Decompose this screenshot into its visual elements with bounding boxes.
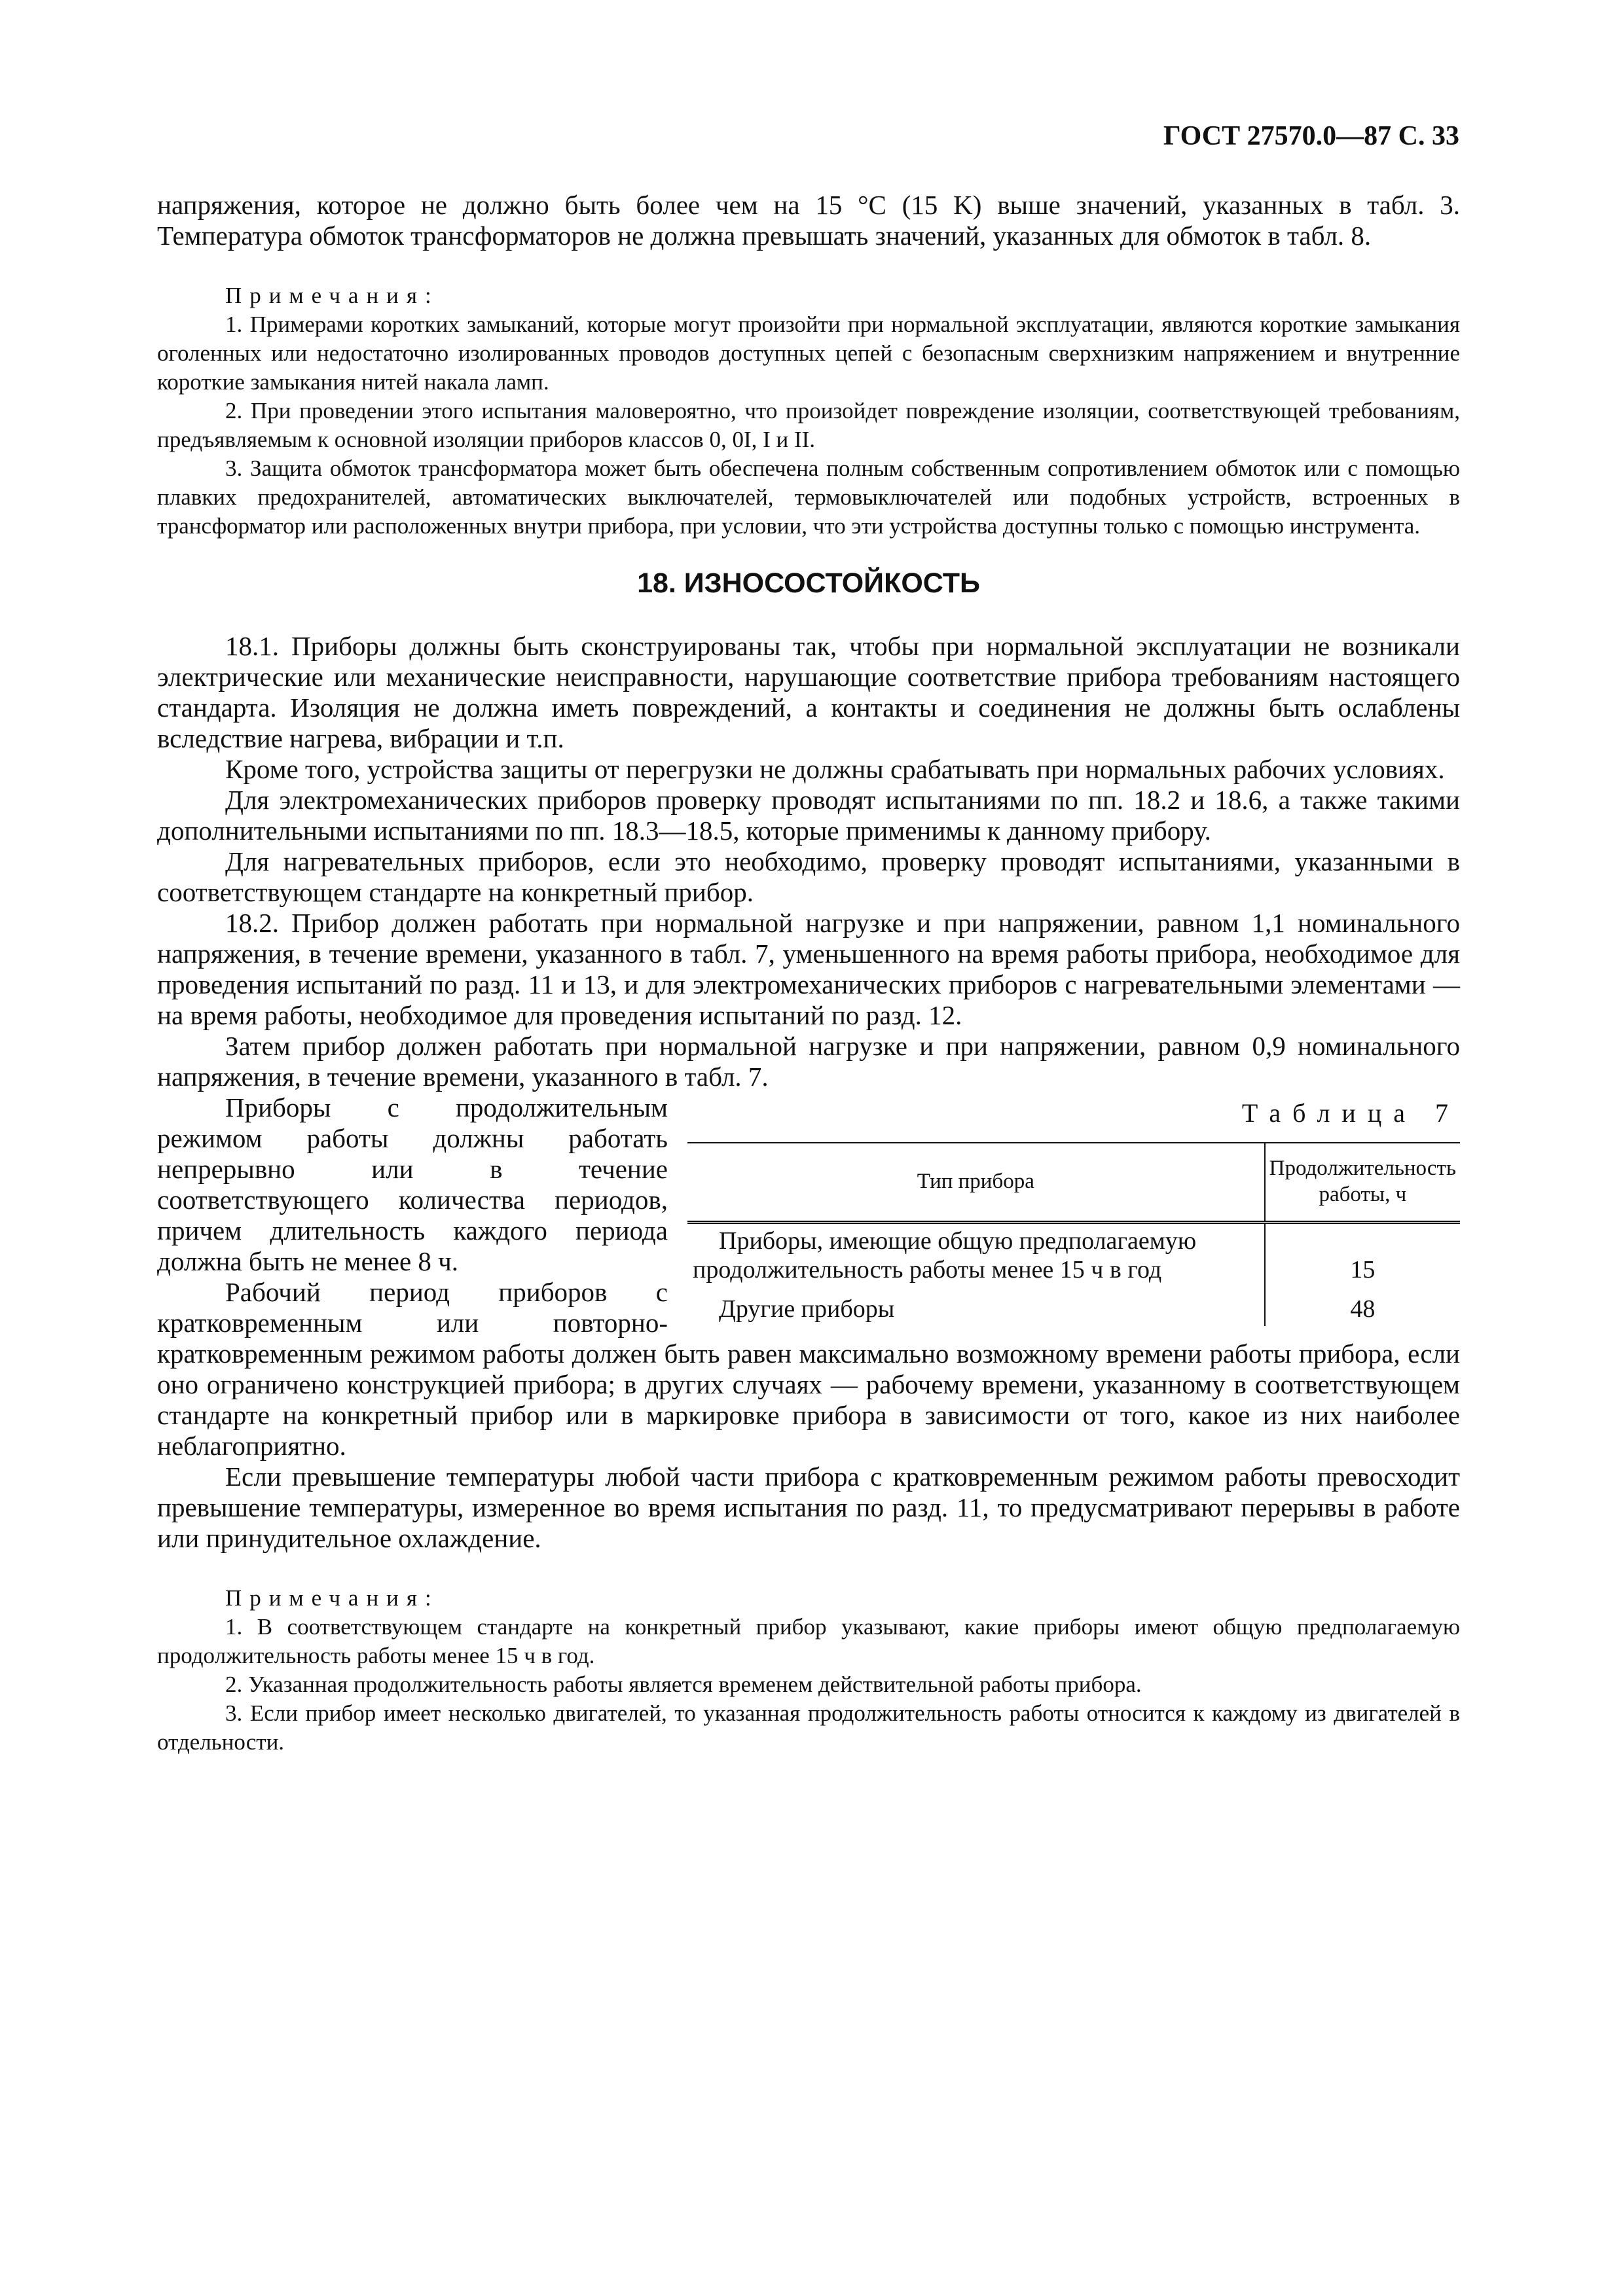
note-2-3: 3. Если прибор имеет несколько двигателей, то указанная продолжительность работы относится к каждому из двигателей в отдельности.	[157, 1700, 1460, 1755]
notes-heading-1: Примечания:	[225, 283, 439, 308]
paragraph-continuous: Приборы с продолжительным режимом работы должны работать непрерывно или в течение соответствующего количества периодов, причем длительность каждого периода должна быть не менее 8 ч.	[157, 1092, 668, 1276]
table-cell-type: Приборы, имеющие общую предполагаемую продолжительность работы менее 15 ч в год	[687, 1223, 1265, 1287]
table-label: Таблица 7	[1241, 1098, 1460, 1128]
table-cell-hours: 15	[1350, 1256, 1376, 1283]
document-body	[157, 190, 1460, 1757]
note-1-2: 2. При проведении этого испытания маловероятно, что произойдет повреждение изоляции, соответствующей требованиям, предъявляемым к основной изоляции приборов классов 0, 0I, I и II.	[157, 398, 1460, 452]
table-row	[687, 1287, 1460, 1326]
table-cell-hours: 48	[1350, 1295, 1376, 1323]
table-7	[687, 1142, 1460, 1326]
paragraph-work-period: Рабочий период приборов с кратковременным или повторно-кратковременным режимом работы должен быть равен максимально возможному времени работы прибора, если оно ограничено конструкцией прибора; в других случаях — рабочему времени, указанному в соответствующем стандарте на конкретный прибор или в маркировке прибора в зависимости от того, какое из них наиболее неблагоприятно.	[157, 1277, 1460, 1461]
paragraph-18-2: 18.2. Прибор должен работать при нормальной нагрузке и при напряжении, равном 1,1 номинального напряжения, в течение времени, указанного в табл. 7, уменьшенного на время работы прибора, необходимое для проведения испытаний по разд. 11 и 13, и для электромеханических приборов с нагревательными элементами — на время работы, необходимое для проведения испытаний по разд. 12.	[157, 908, 1460, 1030]
table-header-duration: Продолжительность работы, ч	[1265, 1143, 1460, 1223]
paragraph-then: Затем прибор должен работать при нормальной нагрузке и при напряжении, равном 0,9 номинального напряжения, в течение времени, указанного в табл. 7.	[157, 1031, 1460, 1092]
notes-heading-2: Примечания:	[225, 1585, 439, 1611]
table-header-type: Тип прибора	[687, 1143, 1265, 1223]
paragraph-heating: Для нагревательных приборов, если это необходимо, проверку проводят испытаниями, указанными в соответствующем стандарте на конкретный прибор.	[157, 846, 1460, 907]
paragraph-temperature: Если превышение температуры любой части прибора с кратковременным режимом работы превосходит превышение температуры, измеренное во время испытания по разд. 11, то предусматривают перерывы в работе или принудительное охлаждение.	[157, 1462, 1460, 1553]
table-7-block	[687, 1099, 1460, 1326]
note-1-3: 3. Защита обмоток трансформатора может быть обеспечена полным собственным сопротивлением обмоток или с помощью плавких предохранителей, автоматических выключателей, термовыключателей или подобных устройств, встроенных в трансформатор или расположенных внутри прибора, при условии, что эти устройства доступны только с помощью инструмента.	[157, 456, 1460, 539]
intro-paragraph: напряжения, которое не должно быть более чем на 15 °С (15 K) выше значений, указанных в табл. 3. Температура обмоток трансформаторов не должна превышать значений, указанных для обмоток в табл. 8.	[157, 190, 1460, 251]
table-cell-type: Другие приборы	[687, 1287, 1265, 1326]
section-title: 18. ИЗНОСОСТОЙКОСТЬ	[637, 567, 980, 599]
page-header: ГОСТ 27570.0—87 С. 33	[1163, 121, 1459, 151]
paragraph-electromech: Для электромеханических приборов проверку проводят испытаниями по пп. 18.2 и 18.6, а также такими дополнительными испытаниями по пп. 18.3—18.5, которые применимы к данному прибору.	[157, 785, 1460, 846]
paragraph-overload: Кроме того, устройства защиты от перегрузки не должны срабатывать при нормальных рабочих условиях.	[225, 754, 1445, 784]
note-1-1: 1. Примерами коротких замыканий, которые могут произойти при нормальной эксплуатации, являются короткие замыкания оголенных или недостаточно изолированных проводов доступных цепей с безопасным сверхнизким напряжением и внутренние короткие замыкания нитей накала ламп.	[157, 312, 1460, 395]
note-2-2: 2. Указанная продолжительность работы является временем действительной работы прибора.	[225, 1672, 1142, 1697]
table-row	[687, 1223, 1460, 1287]
note-2-1: 1. В соответствующем стандарте на конкретный прибор указывают, какие приборы имеют общую предполагаемую продолжительность работы менее 15 ч в год.	[157, 1614, 1460, 1668]
paragraph-18-1: 18.1. Приборы должны быть сконструированы так, чтобы при нормальной эксплуатации не возникали электрические или механические неисправности, нарушающие соответствие прибора требованиям настоящего стандарта. Изоляция не должна иметь повреждений, а контакты и соединения не должны быть ослаблены вследствие нагрева, вибрации и т.п.	[157, 631, 1460, 753]
